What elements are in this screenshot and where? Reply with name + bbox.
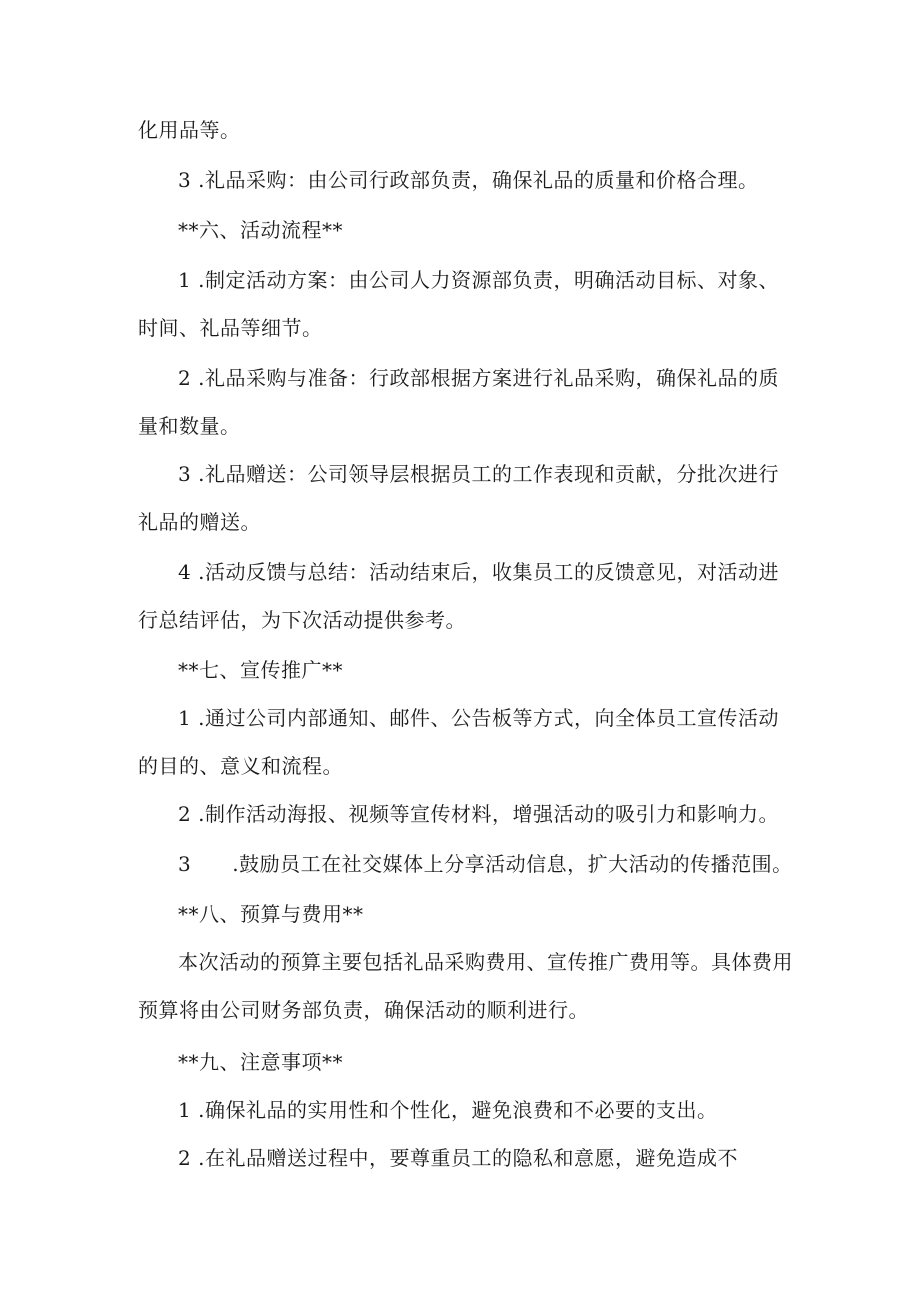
text-line: 的目的、意义和流程。 — [138, 754, 343, 778]
section-heading: **七、宣传推广** — [178, 658, 343, 682]
section-heading: **九、注意事项** — [178, 1050, 343, 1074]
list-item: 3 .礼品采购：由公司行政部负责，确保礼品的质量和价格合理。 — [178, 168, 759, 192]
list-item: 2 .制作活动海报、视频等宣传材料，增强活动的吸引力和影响力。 — [178, 802, 779, 826]
list-item: 3 .礼品赠送：公司领导层根据员工的工作表现和贡献，分批次进行 — [178, 462, 779, 486]
section-heading: **八、预算与费用** — [178, 902, 364, 926]
paragraph-line: 本次活动的预算主要包括礼品采购费用、宣传推广费用等。具体费用 — [178, 950, 793, 974]
text-line: 礼品的赠送。 — [138, 510, 261, 534]
text-line: 量和数量。 — [138, 414, 241, 438]
list-item: 3 .鼓励员工在社交媒体上分享活动信息，扩大活动的传播范围。 — [178, 852, 793, 876]
list-item: 1 .制定活动方案：由公司人力资源部负责，明确活动目标、对象、 — [178, 268, 779, 292]
list-item: 2 .在礼品赠送过程中，要尊重员工的隐私和意愿，避免造成不 — [178, 1146, 738, 1170]
list-item: 1 .确保礼品的实用性和个性化，避免浪费和不必要的支出。 — [178, 1098, 718, 1122]
list-item: 1 .通过公司内部通知、邮件、公告板等方式，向全体员工宣传活动 — [178, 706, 779, 730]
text-line: 化用品等。 — [138, 118, 241, 142]
text-line: 时间、礼品等细节。 — [138, 316, 323, 340]
list-item: 4 .活动反馈与总结：活动结束后，收集员工的反馈意见，对活动进 — [178, 560, 779, 584]
list-item: 2 .礼品采购与准备：行政部根据方案进行礼品采购，确保礼品的质 — [178, 366, 779, 390]
text-line: 行总结评估，为下次活动提供参考。 — [138, 608, 466, 632]
section-heading: **六、活动流程** — [178, 218, 343, 242]
text-line: 预算将由公司财务部负责，确保活动的顺利进行。 — [138, 998, 589, 1022]
